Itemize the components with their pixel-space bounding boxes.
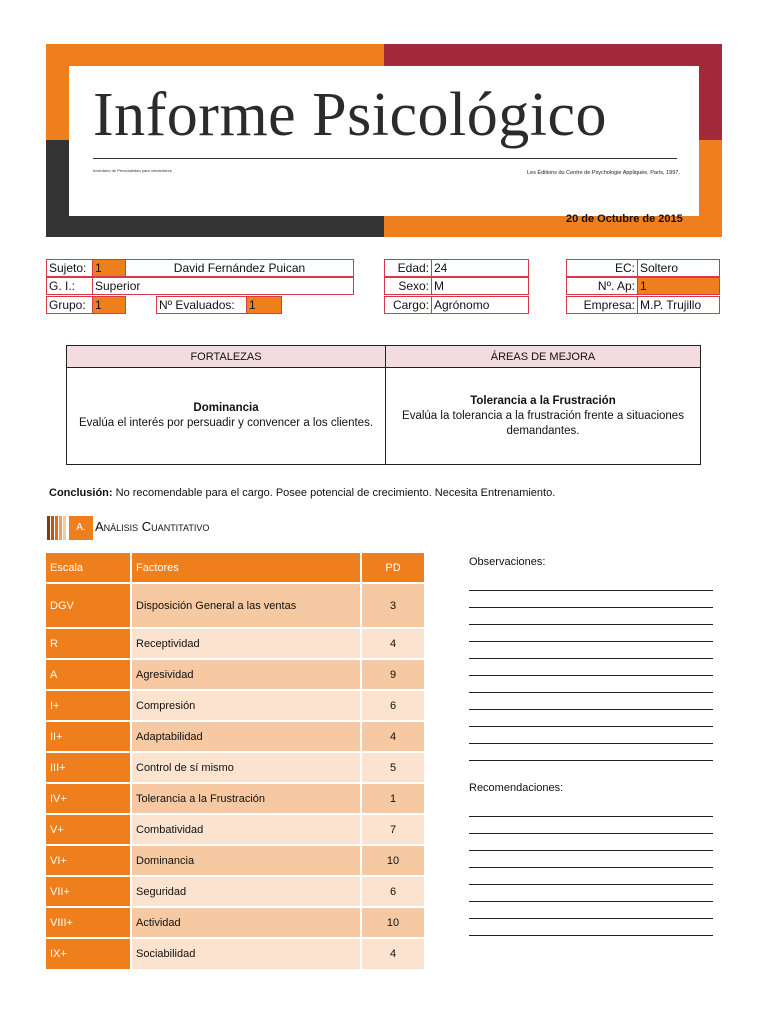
- cargo-value: Agrónomo: [431, 296, 529, 314]
- col-factores: Factores: [131, 553, 361, 583]
- recomendaciones-line: [469, 918, 713, 919]
- fortalezas-title: Dominancia: [193, 402, 259, 414]
- observaciones-line: [469, 675, 713, 676]
- row-escala: VI+: [46, 845, 131, 876]
- observaciones-line: [469, 607, 713, 608]
- empresa-value: M.P. Trujillo: [637, 296, 720, 314]
- quantitative-table: [46, 553, 424, 969]
- row-factor: Actividad: [131, 907, 361, 938]
- section-decoration: [47, 516, 67, 540]
- row-pd: 6: [361, 690, 424, 721]
- fortalezas-body: [67, 368, 385, 464]
- table-row: [46, 845, 424, 876]
- evaluados-label: Nº Evaluados:: [156, 296, 247, 314]
- col-pd: PD: [361, 553, 424, 583]
- table-row: [46, 628, 424, 659]
- report-source: Les Éditions du Centre de Psychologie Appliquée, París, 1997.: [527, 170, 680, 176]
- table-row: [46, 583, 424, 628]
- row-factor: Seguridad: [131, 876, 361, 907]
- row-pd: 5: [361, 752, 424, 783]
- section-badge: A.: [69, 516, 93, 540]
- grupo-label: Grupo:: [46, 296, 93, 314]
- row-escala: DGV: [46, 583, 131, 628]
- mejora-header: ÁREAS DE MEJORA: [386, 346, 700, 368]
- row-factor: Dominancia: [131, 845, 361, 876]
- row-escala: VII+: [46, 876, 131, 907]
- mejora-body: [386, 368, 700, 464]
- row-pd: 4: [361, 938, 424, 969]
- conclusion: [49, 487, 555, 499]
- ec-label: EC:: [566, 259, 638, 277]
- row-escala: IX+: [46, 938, 131, 969]
- fortalezas-header: FORTALEZAS: [67, 346, 385, 368]
- table-row: [46, 752, 424, 783]
- row-escala: VIII+: [46, 907, 131, 938]
- recomendaciones-line: [469, 884, 713, 885]
- header-panel: [69, 66, 699, 225]
- observaciones-line: [469, 726, 713, 727]
- row-factor: Agresividad: [131, 659, 361, 690]
- table-row: [46, 659, 424, 690]
- row-pd: 4: [361, 721, 424, 752]
- row-pd: 10: [361, 845, 424, 876]
- row-escala: II+: [46, 721, 131, 752]
- mejora-desc: Evalúa la tolerancia a la frustración frente a situaciones demandantes.: [402, 409, 684, 437]
- observaciones-line: [469, 590, 713, 591]
- row-factor: Compresión: [131, 690, 361, 721]
- observaciones-line: [469, 658, 713, 659]
- ec-value: Soltero: [637, 259, 720, 277]
- sexo-value: M: [431, 277, 529, 295]
- observaciones-line: [469, 624, 713, 625]
- table-row: [46, 907, 424, 938]
- row-escala: I+: [46, 690, 131, 721]
- row-pd: 7: [361, 814, 424, 845]
- observaciones-line: [469, 641, 713, 642]
- evaluados-value: 1: [246, 296, 282, 314]
- gi-label: G. I.:: [46, 277, 93, 295]
- table-row: [46, 721, 424, 752]
- row-pd: 9: [361, 659, 424, 690]
- row-factor: Adaptabilidad: [131, 721, 361, 752]
- gi-value: Superior: [92, 277, 354, 295]
- recomendaciones-label: Recomendaciones:: [469, 782, 564, 794]
- row-pd: 1: [361, 783, 424, 814]
- subject-name: David Fernández Puican: [125, 259, 354, 277]
- conclusion-label: Conclusión:: [49, 487, 113, 499]
- table-row: [46, 783, 424, 814]
- fortalezas-desc: Evalúa el interés por persuadir y convencer a los clientes.: [78, 417, 374, 429]
- edad-value: 24: [431, 259, 529, 277]
- observaciones-line: [469, 760, 713, 761]
- recomendaciones-line: [469, 833, 713, 834]
- row-factor: Combatividad: [131, 814, 361, 845]
- recomendaciones-line: [469, 901, 713, 902]
- edad-label: Edad:: [384, 259, 432, 277]
- observaciones-label: Observaciones:: [469, 556, 546, 568]
- col-escala: Escala: [46, 553, 131, 583]
- observaciones-line: [469, 692, 713, 693]
- recomendaciones-line: [469, 850, 713, 851]
- row-escala: III+: [46, 752, 131, 783]
- observaciones-line: [469, 709, 713, 710]
- recomendaciones-line: [469, 935, 713, 936]
- report-date: 20 de Octubre de 2015: [566, 213, 683, 225]
- row-factor: Tolerancia a la Frustración: [131, 783, 361, 814]
- row-escala: R: [46, 628, 131, 659]
- row-pd: 6: [361, 876, 424, 907]
- table-row: [46, 876, 424, 907]
- table-row: [46, 690, 424, 721]
- observaciones-line: [469, 743, 713, 744]
- section-title-text: Análisis Cuantitativo: [95, 519, 210, 534]
- row-factor: Sociabilidad: [131, 938, 361, 969]
- row-escala: V+: [46, 814, 131, 845]
- title-rule: [93, 158, 677, 159]
- row-factor: Disposición General a las ventas: [131, 583, 361, 628]
- row-factor: Control de sí mismo: [131, 752, 361, 783]
- recomendaciones-line: [469, 816, 713, 817]
- row-pd: 10: [361, 907, 424, 938]
- report-subtitle: Inventario de Personalidad para vendedores: [93, 168, 172, 173]
- row-pd: 4: [361, 628, 424, 659]
- strengths-table: [66, 345, 701, 465]
- report-title: Informe Psicológico: [93, 81, 608, 149]
- row-factor: Receptividad: [131, 628, 361, 659]
- table-row: [46, 938, 424, 969]
- sujeto-label: Sujeto:: [46, 259, 93, 277]
- row-escala: A: [46, 659, 131, 690]
- nap-label: Nº. Ap:: [566, 277, 638, 295]
- recomendaciones-line: [469, 867, 713, 868]
- report-header: [46, 44, 722, 237]
- conclusion-text: No recomendable para el cargo. Posee potencial de crecimiento. Necesita Entrenamiento.: [115, 487, 556, 499]
- grupo-value: 1: [92, 296, 126, 314]
- cargo-label: Cargo:: [384, 296, 432, 314]
- section-title: [95, 519, 209, 534]
- row-pd: 3: [361, 583, 424, 628]
- sujeto-value: 1: [92, 259, 126, 277]
- mejora-title: Tolerancia a la Frustración: [470, 394, 616, 407]
- empresa-label: Empresa:: [566, 296, 638, 314]
- row-escala: IV+: [46, 783, 131, 814]
- table-row: [46, 814, 424, 845]
- nap-value: 1: [637, 277, 720, 295]
- sexo-label: Sexo:: [384, 277, 432, 295]
